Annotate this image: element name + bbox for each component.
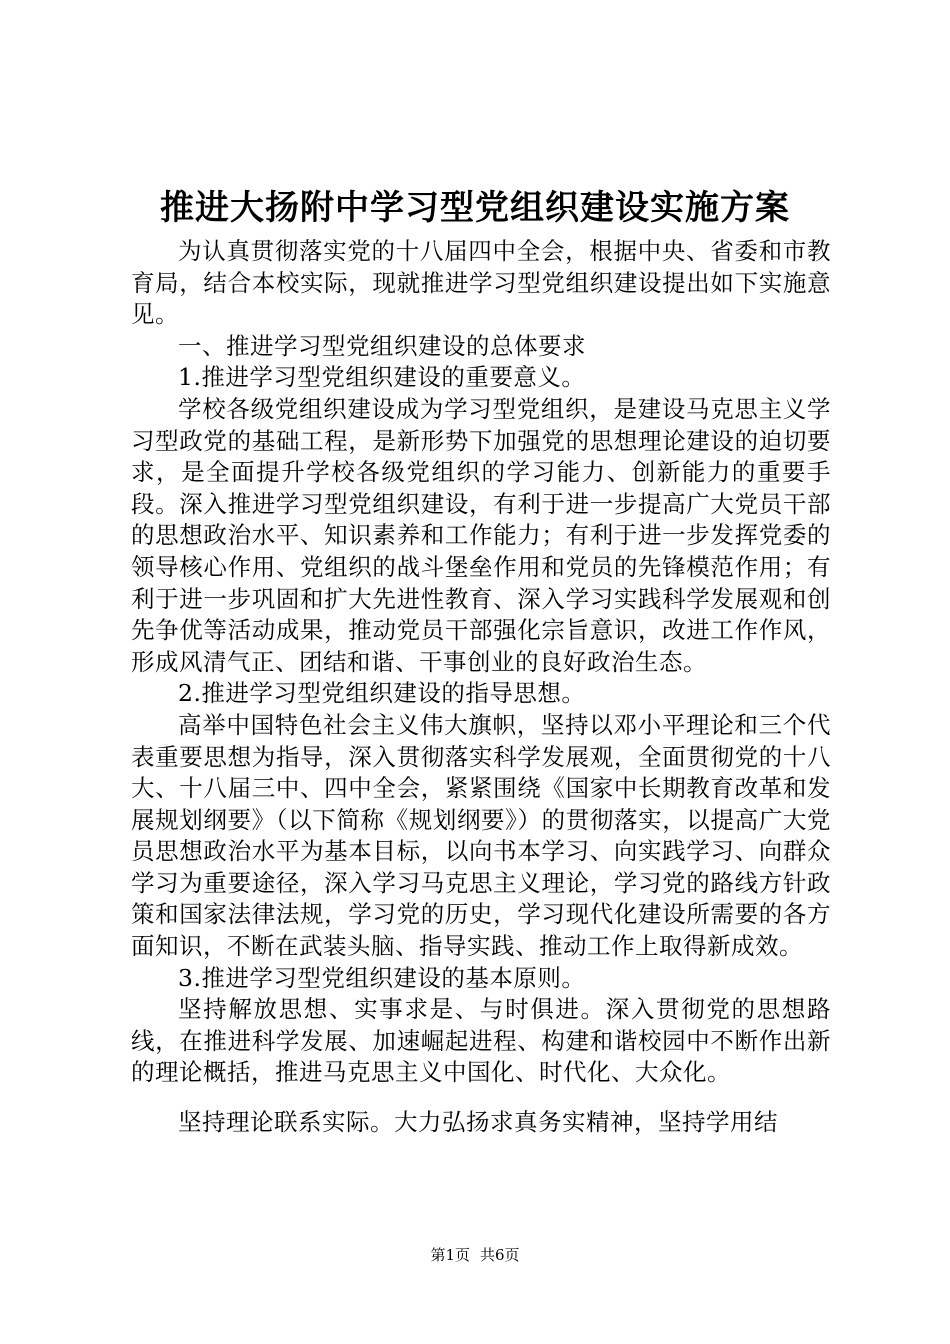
- subheading-2: 2.推进学习型党组织建设的指导思想。: [178, 679, 586, 708]
- page-total: 共6页: [480, 1246, 520, 1264]
- page-footer: [0, 1245, 950, 1265]
- body-paragraph-significance: 学校各级党组织建设成为学习型党组织，是建设马克思主义学习型政党的基础工程，是新形势下加强党的思想理论建设的迫切要求，是全面提升学校各级党组织的学习能力、创新能力的重要手段。深入推进学习型党组织建设，有利于进一步提高广大党员干部的思想政治水平、知识素养和工作能力；有利于进一步发挥党委的领导核心作用、党组织的战斗堡垒作用和党员的先锋模范作用；有利于进一步巩固和扩大先进性教育、深入学习实践科学发展观和创先争优等活动成果，推动党员干部强化宗旨意识，改进工作作风，形成风清气正、团结和谐、干事创业的良好政治生态。: [131, 394, 831, 676]
- subheading-1: 1.推进学习型党组织建设的重要意义。: [178, 363, 586, 392]
- document-title: 推进大扬附中学习型党组织建设实施方案: [160, 188, 790, 228]
- intro-paragraph: 为认真贯彻落实党的十八届四中全会，根据中央、省委和市教育局，结合本校实际，现就推进学习型党组织建设提出如下实施意见。: [131, 237, 831, 329]
- body-paragraph-guiding-thought: 高举中国特色社会主义伟大旗帜，坚持以邓小平理论和三个代表重要思想为指导，深入贯彻落实科学发展观，全面贯彻党的十八大、十八届三中、四中全会，紧紧围绕《国家中长期教育改革和发展规划纲要》（以下简称《规划纲要》）的贯彻落实，以提高广大党员思想政治水平为基本目标，以向书本学习、向实践学习、向群众学习为重要途径，深入学习马克思主义理论，学习党的路线方针政策和国家法律法规，学习党的历史，学习现代化建设所需要的各方面知识，不断在武装头脑、指导实践、推动工作上取得新成效。: [131, 710, 831, 961]
- page-number: 第1页: [430, 1246, 470, 1264]
- body-paragraph-theory-practice: 坚持理论联系实际。大力弘扬求真务实精神，坚持学用结: [178, 1108, 778, 1137]
- subheading-3: 3.推进学习型党组织建设的基本原则。: [178, 963, 586, 992]
- body-paragraph-principles: 坚持解放思想、实事求是、与时俱进。深入贯彻党的思想路线，在推进科学发展、加速崛起进程、构建和谐校园中不断作出新的理论概括，推进马克思主义中国化、时代化、大众化。: [131, 995, 831, 1087]
- section-heading-1: 一、推进学习型党组织建设的总体要求: [178, 331, 586, 360]
- document-body: [131, 236, 831, 1139]
